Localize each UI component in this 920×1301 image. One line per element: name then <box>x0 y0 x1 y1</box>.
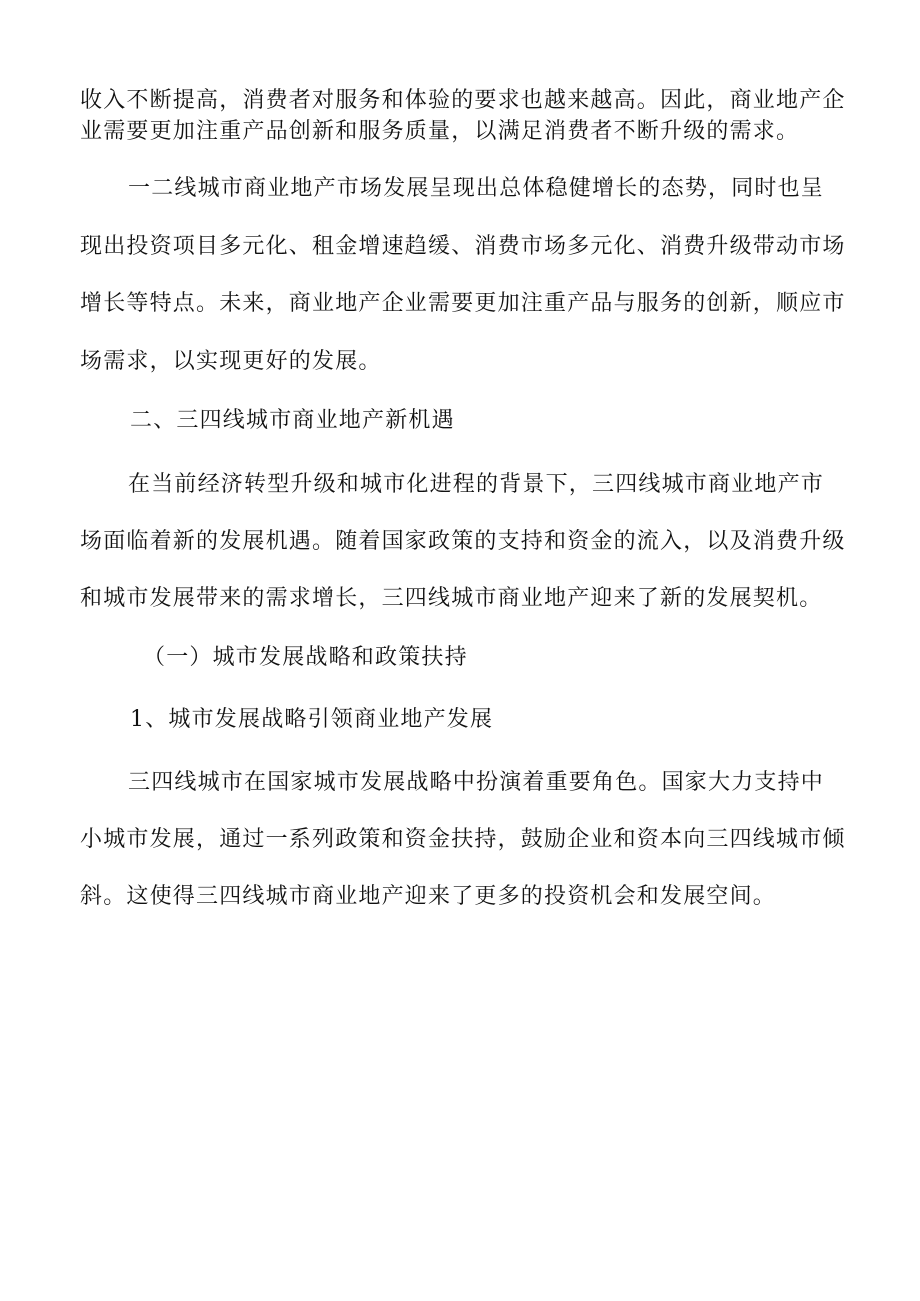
text-line: 小城市发展，通过一系列政策和资金扶持，鼓励企业和资本向三四线城市倾 <box>80 827 846 852</box>
text-line: 增长等特点。未来，商业地产企业需要更加注重产品与服务的创新，顺应市 <box>80 291 846 316</box>
text-line: 在当前经济转型升级和城市化进程的背景下，三四线城市商业地产市 <box>128 472 825 497</box>
text-line: 一二线城市商业地产市场发展呈现出总体稳健增长的态势，同时也呈 <box>128 176 825 201</box>
heading-text: （一）城市发展战略和政策扶持 <box>143 645 468 670</box>
text-line: 三四线城市在国家城市发展战略中扮演着重要角色。国家大力支持中 <box>128 770 825 795</box>
text-line: 现出投资项目多元化、租金增速趋缓、消费市场多元化、消费升级带动市场 <box>80 234 846 259</box>
text-line: 场面临着新的发展机遇。随着国家政策的支持和资金的流入，以及消费升级 <box>80 529 846 554</box>
heading-text: 二、三四线城市商业地产新机遇 <box>130 408 455 433</box>
text-line: 业需要更加注重产品创新和服务质量，以满足消费者不断升级的需求。 <box>80 119 800 144</box>
text-line: 斜。这使得三四线城市商业地产迎来了更多的投资机会和发展空间。 <box>80 884 777 909</box>
text-line: 收入不断提高，消费者对服务和体验的要求也越来越高。因此，商业地产企 <box>80 88 846 113</box>
heading-text: 1、城市发展战略引领商业地产发展 <box>130 707 494 732</box>
text-line: 和城市发展带来的需求增长，三四线城市商业地产迎来了新的发展契机。 <box>80 586 823 611</box>
text-line: 场需求，以实现更好的发展。 <box>80 349 382 374</box>
